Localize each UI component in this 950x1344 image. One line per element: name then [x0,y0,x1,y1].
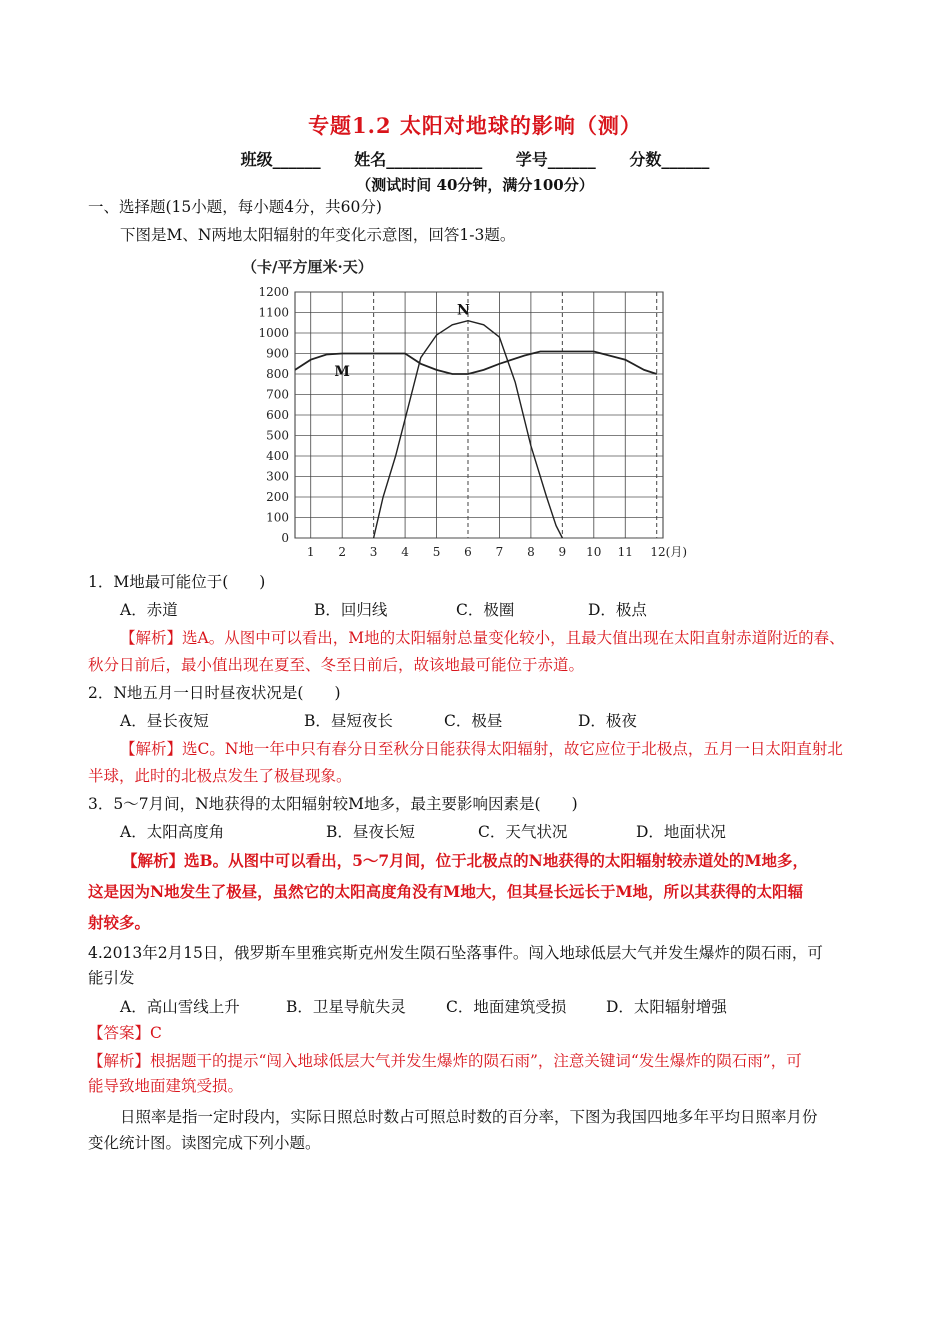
x-tick-label: 10 [586,545,602,559]
q2-option-a[interactable]: A．昼长夜短 [120,712,209,730]
q1-option-d[interactable]: D．极点 [588,601,647,619]
x-tick-label: 8 [527,545,535,559]
q4-option-a[interactable]: A．高山雪线上升 [120,998,240,1016]
x-tick-label: 9 [558,545,567,559]
class-field-label: 班级______ [240,150,321,169]
q3-option-c[interactable]: C．天气状况 [478,823,568,841]
analysis-4-text: 根据题干的提示“闯入地球低层大气并发生爆炸的陨石雨”，注意关键词“发生爆炸的陨石雨”，可 [150,1052,802,1070]
y-tick-label: 600 [266,408,289,422]
q4-option-c[interactable]: C．地面建筑受损 [446,998,567,1016]
x-tick-label: 5 [432,545,441,559]
question-1-options [120,599,880,621]
analysis-4-line-2: 能导致地面建筑受损。 [88,1077,244,1095]
x-tick-label: 12(月) [650,545,688,559]
analysis-1-line-2: 秋分日前后，最小值出现在夏至、冬至日前后，故该地最可能位于赤道。 [88,656,585,674]
chart-unit-label: （卡/平方厘米·天） [242,258,373,276]
question-2-stem: 2．N地五月一日时昼夜状况是( ) [88,684,341,702]
y-tick-label: 500 [266,428,289,443]
x-tick-label: 6 [464,545,472,559]
q2-option-c[interactable]: C．极昼 [444,712,503,730]
radiation-chart [230,250,710,570]
q1-option-a[interactable]: A．赤道 [120,601,178,619]
y-tick-label: 1100 [258,305,289,320]
y-tick-label: 1000 [258,326,289,340]
y-tick-label: 1200 [258,285,289,299]
q2-option-b[interactable]: B．昼短夜长 [304,712,393,730]
x-tick-label: 4 [401,545,409,559]
analysis-2-line-2: 半球，此时的北极点发生了极昼现象。 [88,767,352,785]
series-label-n: N [456,302,470,319]
section-heading: 一、选择题(15小题，每小题4分，共60分) [88,198,382,216]
next-intro-line-2: 变化统计图。读图完成下列小题。 [88,1134,321,1152]
y-tick-label: 100 [266,510,289,525]
analysis-3-line-3: 射较多。 [88,913,151,932]
analysis-4-tag: 【解析】 [88,1052,151,1070]
q4-option-b[interactable]: B．卫星导航失灵 [286,998,406,1016]
analysis-1-line-1: 【解析】选A。从图中可以看出，M地的太阳辐射总量变化较小，且最大值出现在太阳直射赤道附近的春、 [120,629,845,647]
time-note: （测试时间 40分钟，满分100分） [356,176,594,194]
y-tick-label: 700 [266,387,289,402]
y-tick-label: 800 [266,367,289,381]
question-2-options [120,710,880,732]
page-title: 专题1.2 太阳对地球的影响（测） [308,113,642,138]
analysis-2-line-1: 【解析】选C。N地一年中只有春分日至秋分日能获得太阳辐射，故它应位于北极点，五月一日太阳直射北 [120,740,843,758]
y-tick-label: 0 [281,531,289,545]
id-field-label: 学号______ [515,150,596,169]
next-intro-line-1: 日照率是指一定时段内，实际日照总时数占可照总时数的百分率，下图为我国四地多年平均日照率月份 [120,1108,818,1126]
score-field-label: 分数______ [629,150,710,169]
x-tick-label: 7 [495,545,504,559]
section-intro: 下图是M、N两地太阳辐射的年变化示意图，回答1-3题。 [120,226,516,244]
student-info-line [0,147,950,170]
y-tick-label: 300 [266,469,289,484]
radiation-chart-svg [230,250,710,570]
question-3-options [120,821,880,843]
q3-option-b[interactable]: B．昼夜长短 [326,823,415,841]
q3-option-d[interactable]: D．地面状况 [636,823,726,841]
q4-option-d[interactable]: D．太阳辐射增强 [606,998,727,1016]
name-field-label: 姓名____________ [354,150,483,169]
question-1-stem: 1．M地最可能位于( ) [88,573,266,591]
analysis-3-line-2: 这是因为N地发生了极昼，虽然它的太阳高度角没有M地大，但其昼长远长于M地，所以其获得的太阳辐 [88,882,803,901]
answer-4: 【答案】C [88,1024,162,1042]
y-tick-label: 400 [266,449,289,463]
x-tick-label: 11 [617,545,633,559]
y-tick-label: 200 [266,490,289,504]
question-4-stem-line-1: 4.2013年2月15日，俄罗斯车里雅宾斯克州发生陨石坠落事件。闯入地球低层大气并发生爆炸的陨石雨，可 [88,944,823,962]
x-tick-label: 2 [338,545,346,559]
q1-option-b[interactable]: B．回归线 [314,601,388,619]
q2-option-d[interactable]: D．极夜 [578,712,637,730]
q3-option-a[interactable]: A．太阳高度角 [120,823,225,841]
question-3-stem: 3．5～7月间，N地获得的太阳辐射较M地多，最主要影响因素是( ) [88,795,578,813]
question-4-options [120,996,880,1018]
question-4-stem-line-2: 能引发 [88,969,135,987]
analysis-3-line-1: 【解析】选B。从图中可以看出，5～7月间，位于北极点的N地获得的太阳辐射较赤道处的M地多， [122,851,808,870]
q1-option-c[interactable]: C．极圈 [456,601,515,619]
series-label-m: M [334,364,350,381]
analysis-4-line-1 [88,1050,802,1072]
x-tick-label: 1 [306,545,315,559]
y-tick-label: 900 [266,346,289,361]
x-tick-label: 3 [369,545,378,559]
